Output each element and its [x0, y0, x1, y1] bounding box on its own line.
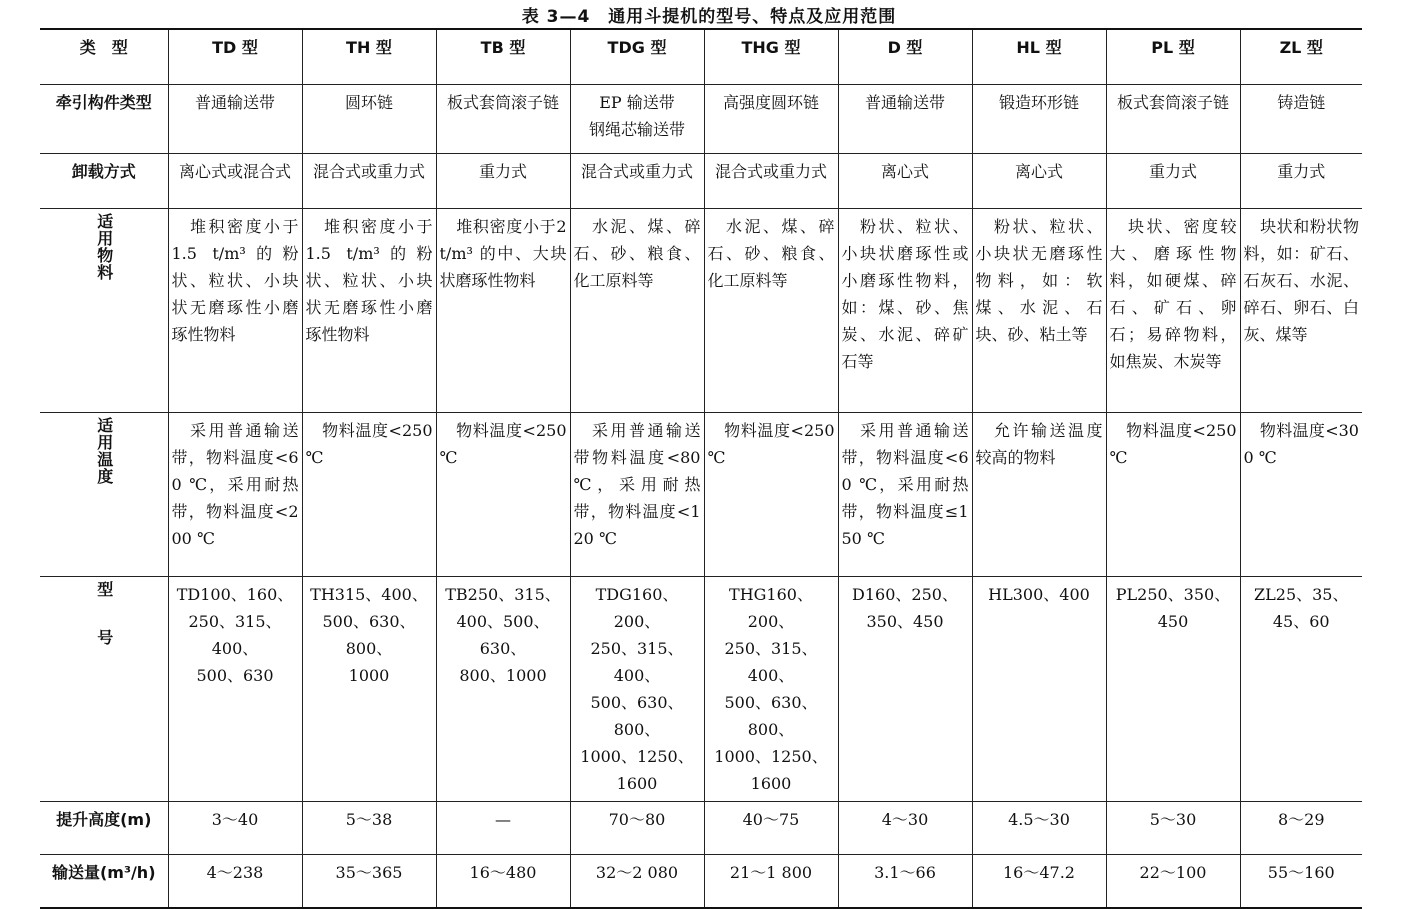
row-label-text: 适用物料 — [94, 213, 114, 281]
cell-temperature: 允许输送温度较高的物料 — [972, 413, 1106, 577]
cell-traction: 普通输送带 — [168, 85, 302, 154]
cell-temperature: 采用普通输送带，物料温度<60 ℃，采用耐热带，物料温度<200 ℃ — [168, 413, 302, 577]
cell-capacity: 32～2 080 — [570, 855, 704, 909]
row-label: 类 型 — [40, 29, 168, 85]
row-unload — [40, 154, 1362, 209]
cell-type: TB 型 — [436, 29, 570, 85]
cell-unload: 离心式 — [838, 154, 972, 209]
cell-type: TH 型 — [302, 29, 436, 85]
cell-traction: 圆环链 — [302, 85, 436, 154]
row-capacity — [40, 855, 1362, 909]
cell-material: 堆积密度小于2 t/m³ 的中、大块状磨琢性物料 — [436, 209, 570, 413]
cell-temperature: 物料温度<250 ℃ — [704, 413, 838, 577]
cell-type: TD 型 — [168, 29, 302, 85]
cell-type: D 型 — [838, 29, 972, 85]
row-height — [40, 802, 1362, 855]
cell-height: 4.5～30 — [972, 802, 1106, 855]
cell-material: 块状、密度较大、磨琢性物料，如硬煤、碎石、矿石、卵石；易碎物料，如焦炭、木炭等 — [1106, 209, 1240, 413]
table-caption: 表 3—4 通用斗提机的型号、特点及应用范围 — [521, 7, 897, 27]
cell-capacity: 16～47.2 — [972, 855, 1106, 909]
cell-traction: 锻造环形链 — [972, 85, 1106, 154]
cell-height: 5～30 — [1106, 802, 1240, 855]
cell-material: 块状和粉状物料，如：矿石、石灰石、水泥、碎石、卵石、白灰、煤等 — [1240, 209, 1362, 413]
cell-height: 8～29 — [1240, 802, 1362, 855]
cell-type: ZL 型 — [1240, 29, 1362, 85]
row-label-text: 适用温度 — [94, 417, 114, 485]
cell-unload: 混合式或重力式 — [302, 154, 436, 209]
row-label: 输送量(m³/h) — [40, 855, 168, 909]
cell-model: TH315、400、 500、630、800、 1000 — [302, 577, 436, 802]
cell-model: TDG160、200、 250、315、400、 500、630、800、 1000、1250、 1600 — [570, 577, 704, 802]
cell-traction: 高强度圆环链 — [704, 85, 838, 154]
cell-temperature: 采用普通输送带，物料温度<60 ℃，采用耐热带，物料温度≤150 ℃ — [838, 413, 972, 577]
cell-model: THG160、200、 250、315、400、 500、630、800、 1000、1250、 1600 — [704, 577, 838, 802]
cell-unload: 离心式 — [972, 154, 1106, 209]
cell-unload: 混合式或重力式 — [570, 154, 704, 209]
cell-type: TDG 型 — [570, 29, 704, 85]
cell-type: THG 型 — [704, 29, 838, 85]
cell-traction: 板式套筒滚子链 — [436, 85, 570, 154]
cell-type: PL 型 — [1106, 29, 1240, 85]
row-material — [40, 209, 1362, 413]
cell-model: HL300、400 — [972, 577, 1106, 802]
cell-unload: 离心式或混合式 — [168, 154, 302, 209]
cell-height: 5～38 — [302, 802, 436, 855]
row-label: 牵引构件类型 — [40, 85, 168, 154]
cell-traction: 普通输送带 — [838, 85, 972, 154]
row-label — [40, 209, 168, 413]
row-model — [40, 577, 1362, 802]
cell-traction: 铸造链 — [1240, 85, 1362, 154]
cell-temperature: 物料温度<250 ℃ — [302, 413, 436, 577]
cell-capacity: 35～365 — [302, 855, 436, 909]
cell-unload: 混合式或重力式 — [704, 154, 838, 209]
row-traction — [40, 85, 1362, 154]
cell-temperature: 物料温度<300 ℃ — [1240, 413, 1362, 577]
cell-temperature: 物料温度<250 ℃ — [436, 413, 570, 577]
cell-capacity: 3.1～66 — [838, 855, 972, 909]
cell-model: D160、250、 350、450 — [838, 577, 972, 802]
cell-height: — — [436, 802, 570, 855]
cell-height: 3～40 — [168, 802, 302, 855]
cell-traction: EP 输送带 钢绳芯输送带 — [570, 85, 704, 154]
cell-material: 水泥、煤、碎石、砂、粮食、化工原料等 — [704, 209, 838, 413]
cell-unload: 重力式 — [1106, 154, 1240, 209]
cell-material: 粉状、粒状、小块状磨琢性或小磨琢性物料，如：煤、砂、焦炭、水泥、碎矿石等 — [838, 209, 972, 413]
spec-table — [40, 28, 1362, 909]
cell-height: 40～75 — [704, 802, 838, 855]
cell-capacity: 22～100 — [1106, 855, 1240, 909]
cell-model: PL250、350、450 — [1106, 577, 1240, 802]
cell-type: HL 型 — [972, 29, 1106, 85]
row-label: 卸载方式 — [40, 154, 168, 209]
cell-height: 70～80 — [570, 802, 704, 855]
cell-height: 4～30 — [838, 802, 972, 855]
row-label-text: 型号 — [94, 581, 114, 677]
cell-material: 堆积密度小于1.5 t/m³的粉状、粒状、小块状无磨琢性小磨琢性物料 — [302, 209, 436, 413]
row-type — [40, 29, 1362, 85]
cell-temperature: 物料温度<250 ℃ — [1106, 413, 1240, 577]
cell-unload: 重力式 — [1240, 154, 1362, 209]
cell-model: ZL25、35、45、60 — [1240, 577, 1362, 802]
cell-material: 堆积密度小于1.5 t/m³的粉状、粒状、小块状无磨琢性小磨琢性物料 — [168, 209, 302, 413]
cell-capacity: 55～160 — [1240, 855, 1362, 909]
row-label — [40, 577, 168, 802]
cell-material: 粉状、粒状、小块状无磨琢性物料，如：软煤、水泥、石块、砂、粘土等 — [972, 209, 1106, 413]
cell-capacity: 4～238 — [168, 855, 302, 909]
row-temperature — [40, 413, 1362, 577]
row-label — [40, 413, 168, 577]
cell-temperature: 采用普通输送带物料温度<80 ℃，采用耐热带，物料温度<120 ℃ — [570, 413, 704, 577]
cell-unload: 重力式 — [436, 154, 570, 209]
cell-capacity: 16～480 — [436, 855, 570, 909]
cell-capacity: 21～1 800 — [704, 855, 838, 909]
cell-material: 水泥、煤、碎石、砂、粮食、化工原料等 — [570, 209, 704, 413]
cell-traction: 板式套筒滚子链 — [1106, 85, 1240, 154]
cell-model: TB250、315、 400、500、630、 800、1000 — [436, 577, 570, 802]
cell-model: TD100、160、 250、315、400、 500、630 — [168, 577, 302, 802]
row-label: 提升高度(m) — [40, 802, 168, 855]
